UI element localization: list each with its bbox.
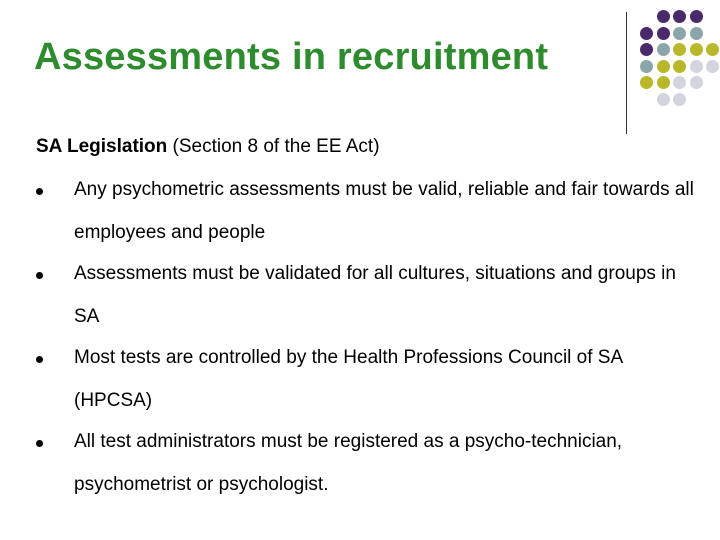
decorative-dot-grid <box>640 10 720 130</box>
bullet-dot-icon <box>36 440 43 447</box>
bullet-text: All test administrators must be registered as a psycho-technician, psychometrist or psychologist. <box>74 431 623 495</box>
bullet-dot-icon <box>36 188 43 195</box>
bullet-text: Most tests are controlled by the Health Professions Council of SA (HPCSA) <box>74 347 623 411</box>
decorative-dot <box>657 93 670 106</box>
bullet-item <box>36 336 696 422</box>
decorative-dot <box>657 10 670 23</box>
decorative-divider <box>626 12 627 134</box>
slide-title: Assessments in recruitment <box>34 36 549 78</box>
decorative-dot <box>657 76 670 89</box>
decorative-dot <box>706 60 719 73</box>
bullet-text: Assessments must be validated for all cultures, situations and groups in SA <box>74 263 676 327</box>
decorative-dot <box>640 27 653 40</box>
decorative-dot <box>640 76 653 89</box>
decorative-dot <box>690 60 703 73</box>
bullet-dot-icon <box>36 356 43 363</box>
bullet-item <box>36 168 696 254</box>
decorative-dot <box>657 27 670 40</box>
bullet-item <box>36 252 696 338</box>
decorative-dot <box>690 43 703 56</box>
decorative-dot <box>657 43 670 56</box>
subheading-bold: SA Legislation <box>36 136 168 157</box>
decorative-dot <box>690 27 703 40</box>
decorative-dot <box>706 43 719 56</box>
decorative-dot <box>673 43 686 56</box>
decorative-dot <box>690 76 703 89</box>
bullet-text: Any psychometric assessments must be valid, reliable and fair towards all employees and people <box>74 179 694 243</box>
decorative-dot <box>673 60 686 73</box>
subheading-normal: (Section 8 of the EE Act) <box>167 136 380 157</box>
subheading <box>36 136 380 158</box>
bullet-item <box>36 420 696 506</box>
decorative-dot <box>673 76 686 89</box>
decorative-dot <box>690 10 703 23</box>
decorative-dot <box>657 60 670 73</box>
decorative-dot <box>640 60 653 73</box>
decorative-dot <box>640 43 653 56</box>
decorative-dot <box>673 93 686 106</box>
decorative-dot <box>673 10 686 23</box>
bullet-dot-icon <box>36 272 43 279</box>
decorative-dot <box>673 27 686 40</box>
